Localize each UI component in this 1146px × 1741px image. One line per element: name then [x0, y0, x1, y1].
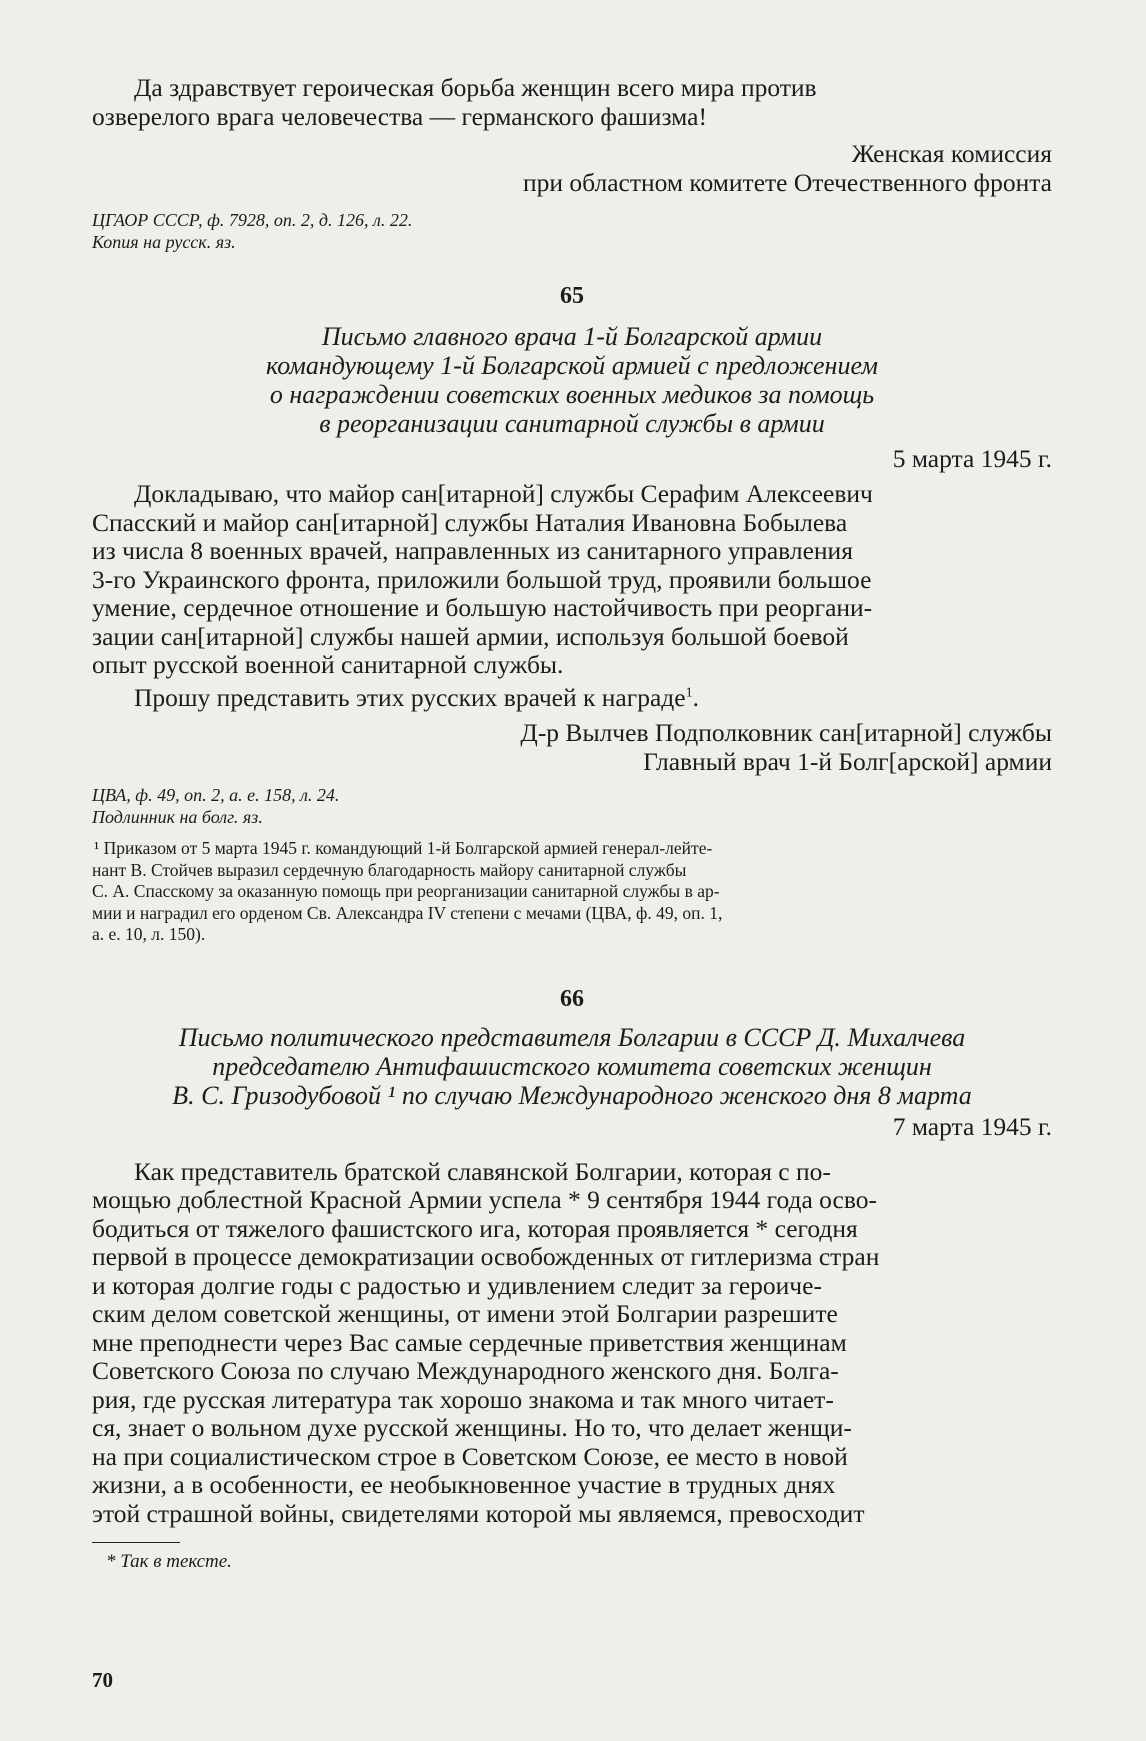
text-line: Прошу представить этих русских врачей к награде: [134, 682, 686, 712]
document-number: 66: [560, 985, 584, 1012]
body-paragraph: [92, 1158, 1052, 1529]
text-line: ским делом советской женщины, от имени этой Болгарии разрешите: [92, 1299, 838, 1328]
document-number: 65: [560, 283, 584, 309]
text-line: ся, знает о вольном духе русской женщины. Но то, что делает женщи-: [92, 1413, 852, 1442]
text-line: жизни, а в особенности, ее необыкновенное участие в трудных днях: [92, 1470, 836, 1499]
footnote-line: ¹ Приказом от 5 марта 1945 г. командующий 1-й Болгарской армией генерал-лейте-: [94, 838, 713, 858]
title-line: командующему 1-й Болгарской армией с предложением: [266, 351, 878, 380]
text-line: и которая долгие годы с радостью и удивлением следит за героиче-: [92, 1270, 822, 1300]
signature-line: при областном комитете Отечественного фронта: [522, 168, 1052, 197]
text-line: этой страшной войны, свидетелями которой мы являемся, превосходит: [92, 1498, 865, 1528]
document-title: [92, 1023, 1052, 1110]
title-line: В. С. Гризодубовой ¹ по случаю Международного женского дня 8 марта: [172, 1080, 972, 1110]
signature-line: Д-р Вылчев Подполковник сан[итарной] службы: [520, 718, 1052, 747]
original-language-note: Подлинник на болг. яз.: [92, 807, 263, 827]
text-line: умение, сердечное отношение и большую настойчивость при реоргани-: [92, 593, 873, 622]
document-date: 7 марта 1945 г.: [892, 1111, 1052, 1141]
title-line: о награждении советских военных медиков за помощь: [269, 380, 875, 409]
text-line: Да здравствует героическая борьба женщин всего мира против: [134, 73, 817, 102]
footnote: * Так в тексте.: [106, 1551, 232, 1572]
footnote-line: нант В. Стойчев выразил сердечную благодарность майору санитарной службы: [92, 859, 687, 880]
archive-reference: ЦГАОР СССР, ф. 7928, оп. 2, д. 126, л. 22.: [92, 210, 413, 230]
body-paragraph: [92, 480, 1052, 680]
title-line: в реорганизации санитарной службы в армии: [319, 409, 825, 438]
footnote: [92, 838, 1052, 946]
footnote-marker: 1: [685, 685, 693, 700]
text-line: 3-го Украинского фронта, приложили большой труд, проявили большое: [92, 564, 872, 594]
text-line: Как представитель братской славянской Болгарии, которая с по-: [134, 1156, 831, 1186]
text-line: из числа 8 военных врачей, направленных из санитарного управления: [92, 536, 853, 565]
text-line: опыт русской военной санитарной службы.: [92, 650, 564, 679]
title-line: председателю Антифашистского комитета советских женщин: [212, 1051, 932, 1081]
text-line: озверелого врага человечества — германского фашизма!: [92, 101, 707, 131]
footnote-line: мии и наградил его орденом Св. Александра IV степени с мечами (ЦВА, ф. 49, оп. 1,: [92, 902, 723, 923]
text-line: мощью доблестной Красной Армии успела * 9 сентября 1944 года осво-: [92, 1185, 877, 1214]
document-date: 5 марта 1945 г.: [892, 444, 1052, 473]
title-line: Письмо политического представителя Болгарии в СССР Д. Михалчева: [178, 1022, 966, 1052]
page-number: 70: [92, 1668, 113, 1692]
copy-language-note: Копия на русск. яз.: [92, 232, 236, 252]
text-line: зации сан[итарной] службы нашей армии, используя большой боевой: [92, 621, 849, 651]
text-line: рия, где русская литература так хорошо знакома и так много читает-: [92, 1384, 834, 1414]
body-paragraph: Прошу представить этих русских врачей к награде$^1$.: [134, 682, 699, 712]
text-line: мне преподнести через Вас самые сердечные приветствия женщинам: [92, 1327, 847, 1357]
text-line: первой в процессе демократизации освобожденных от гитлеризма стран: [92, 1242, 880, 1271]
footnote-divider: [92, 1542, 180, 1543]
document-title: [92, 322, 1052, 438]
document-page: [92, 74, 1052, 1573]
text-line: на при социалистическом строе в Советском Союзе, ее место в новой: [92, 1441, 848, 1471]
signature-line: Главный врач 1-й Болг[арской] армии: [643, 747, 1052, 776]
text-line: Докладываю, что майор сан[итарной] службы Серафим Алексеевич: [134, 479, 873, 508]
archive-reference: ЦВА, ф. 49, оп. 2, а. е. 158, л. 24.: [92, 785, 340, 805]
text-line: Советского Союза по случаю Международного женского дня. Болга-: [92, 1356, 839, 1385]
title-line: Письмо главного врача 1-й Болгарской армии: [321, 322, 823, 351]
text-line: Спасский и майор сан[итарной] службы Наталия Ивановна Бобылева: [92, 507, 848, 537]
footnote-line: С. А. Спасскому за оказанную помощь при реорганизации санитарной службы в ар-: [92, 881, 720, 901]
signature-line: Женская комиссия: [851, 139, 1052, 168]
text-line: бодиться от тяжелого фашистского ига, которая проявляется * сегодня: [92, 1213, 858, 1243]
footnote-line: а. е. 10, л. 150).: [92, 924, 206, 944]
